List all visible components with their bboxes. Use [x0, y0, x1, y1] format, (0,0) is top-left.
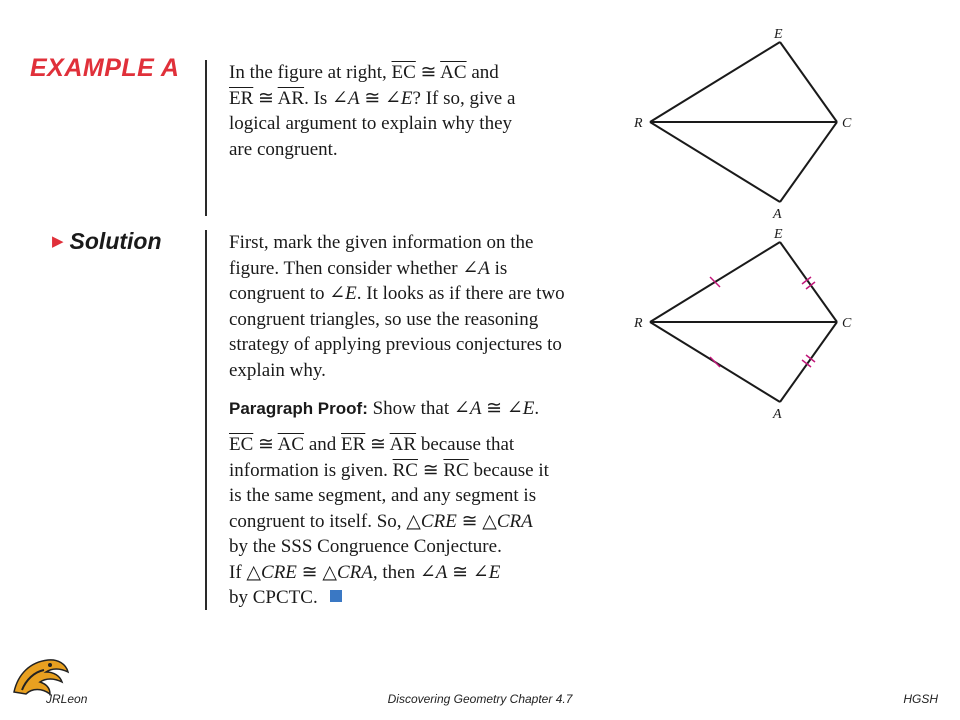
text-run: by the SSS Congruence Conjecture.	[229, 536, 502, 557]
vertex-label-c: C	[842, 316, 852, 331]
solution-line	[229, 230, 565, 256]
math-variable: CRA	[496, 510, 533, 532]
math-variable: A	[347, 87, 360, 109]
kite-outline	[650, 42, 837, 202]
example-problem-text	[229, 60, 515, 162]
math-variable: CRE	[261, 561, 297, 583]
proof-line	[229, 458, 549, 484]
math-variable: E	[522, 398, 535, 419]
solution-line	[229, 307, 565, 333]
problem-line	[229, 111, 515, 137]
solution-line	[229, 256, 565, 282]
text-run: . It looks as if there are two	[356, 283, 565, 304]
text-run: is	[489, 257, 508, 279]
proof-text	[229, 432, 549, 611]
problem-line	[229, 137, 515, 163]
proof-goal-statement	[368, 398, 539, 419]
math-variable: E	[400, 87, 413, 109]
text-run: ≅ △	[296, 561, 337, 583]
text-run: and	[466, 62, 499, 83]
text-run: ≅	[417, 459, 444, 481]
proof-label: Paragraph Proof:	[229, 399, 368, 418]
segment-name: $\overline{RC}$	[443, 459, 469, 481]
footer-course-title: Discovering Geometry Chapter 4.7	[387, 692, 573, 706]
text-run: ≅ △	[456, 510, 497, 532]
text-run: ≅	[253, 87, 278, 109]
text-run: then ∠	[377, 561, 436, 583]
footer-author: JRLeon	[46, 692, 88, 706]
segment-name: $\overline{ER}$	[341, 434, 366, 455]
math-variable: A	[469, 398, 482, 419]
text-run: ≅ ∠	[359, 87, 401, 109]
segment-name: $\overline{AC}$	[440, 62, 467, 83]
text-run: If △	[229, 561, 262, 583]
text-run: congruent triangles, so use the reasoning	[229, 308, 539, 330]
segment-ca	[780, 122, 837, 202]
text-run: . Is ∠	[304, 87, 348, 109]
text-run: logical argument to explain why they	[229, 113, 512, 134]
math-variable: CRA,	[336, 561, 378, 583]
triangle-arrow-icon: ▶	[52, 233, 64, 250]
vertex-label-r: R	[634, 316, 643, 331]
text-run: by CPCTC.	[229, 587, 318, 608]
text-run: information is given.	[229, 459, 393, 481]
solution-intro-text	[229, 230, 565, 383]
segment-ca	[780, 322, 837, 402]
proof-line	[229, 560, 549, 586]
solution-label: Solution	[69, 228, 162, 254]
segment-ec	[780, 242, 837, 322]
solution-line	[229, 332, 565, 358]
text-run: and	[304, 434, 341, 455]
text-run: congruent to ∠	[229, 283, 346, 304]
segment-ec	[780, 42, 837, 122]
vertex-label-c: C	[842, 116, 852, 131]
proof-line	[229, 585, 549, 611]
text-run: In the figure at right,	[229, 62, 392, 83]
kite-outline-marked	[650, 242, 837, 402]
text-run: ? If so, give a	[412, 87, 516, 109]
text-run: are congruent.	[229, 138, 338, 160]
solution-line	[229, 281, 565, 307]
proof-line	[229, 483, 549, 509]
text-run: is the same segment, and any segment is	[229, 485, 537, 506]
math-variable: CRE	[420, 510, 457, 532]
math-variable: E	[345, 283, 357, 304]
text-run: explain why.	[229, 359, 326, 381]
solution-line	[229, 358, 565, 384]
segment-re	[650, 42, 780, 122]
text-run: because it	[468, 459, 549, 481]
solution-heading	[52, 228, 162, 255]
proof-goal	[229, 396, 539, 422]
proof-line	[229, 534, 549, 560]
footer-school: HGSH	[903, 692, 938, 706]
text-run: Show that ∠	[367, 398, 470, 419]
text-run: ≅	[365, 434, 390, 455]
proof-line	[229, 432, 549, 458]
text-run: ≅ ∠	[447, 561, 489, 583]
vertex-label-a: A	[773, 407, 782, 422]
end-of-proof-square	[330, 590, 342, 602]
problem-line	[229, 86, 515, 112]
vertex-label-a: A	[773, 207, 782, 222]
text-run: First, mark the given information on the	[229, 232, 534, 253]
text-run: figure. Then consider whether ∠	[229, 257, 479, 279]
segment-name: $\overline{EC}$	[229, 434, 254, 455]
tick-mark-ar	[710, 357, 720, 367]
vertex-label-r: R	[634, 116, 643, 131]
text-run: because that	[416, 434, 515, 455]
solution-divider	[205, 230, 207, 610]
kite-figure-1	[625, 22, 865, 222]
text-run: congruent to itself. So, △	[229, 510, 421, 532]
segment-name: $\overline{AR}$	[389, 434, 417, 455]
math-variable: A	[478, 257, 490, 279]
text-run: ≅	[415, 62, 441, 83]
segment-name: $\overline{RC}$	[392, 459, 418, 481]
segment-name: $\overline{ER}$	[229, 87, 254, 109]
segment-ar	[650, 122, 780, 202]
tick-mark-re	[710, 277, 720, 287]
math-variable: A	[435, 561, 448, 583]
segment-name: $\overline{AC}$	[277, 434, 305, 455]
example-a-heading: EXAMPLE A	[30, 54, 180, 82]
segment-name: $\overline{AR}$	[277, 87, 305, 109]
vertex-label-e: E	[774, 27, 783, 42]
problem-line	[229, 60, 515, 86]
text-run: ≅	[253, 434, 278, 455]
segment-name: $\overline{EC}$	[391, 62, 416, 83]
text-run: ≅ ∠	[481, 398, 523, 419]
text-run: .	[534, 398, 540, 419]
kite-figure-2	[625, 222, 865, 422]
text-run: strategy of applying previous conjectures to	[229, 334, 562, 355]
vertex-label-e: E	[774, 227, 783, 242]
example-divider	[205, 60, 207, 216]
math-variable: E	[488, 561, 501, 583]
proof-line	[229, 509, 549, 535]
